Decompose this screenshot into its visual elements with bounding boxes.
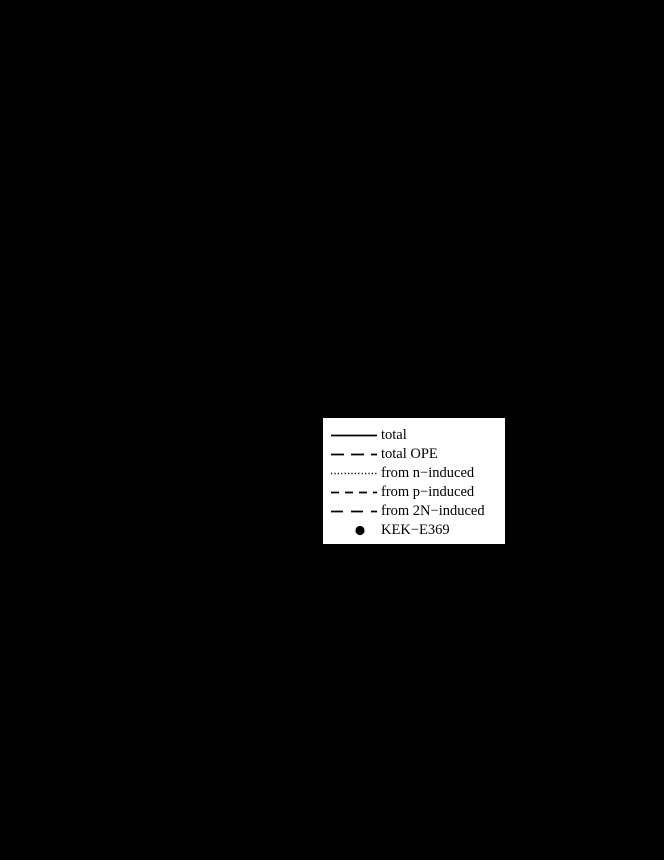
long-dash-line-icon [329, 502, 379, 521]
legend-swatch-long-dash-line [323, 445, 381, 464]
legend-label-from-2n-induced: from 2N−induced [381, 503, 485, 519]
legend-label-from-n-induced: from n−induced [381, 465, 475, 481]
chart-legend [322, 417, 506, 545]
legend-item-from-p-induced [323, 483, 505, 502]
legend-item-total [323, 426, 505, 445]
legend-swatch-dotted-line [323, 464, 381, 483]
filled-circle-icon [329, 521, 379, 540]
legend-label-total-ope: total OPE [381, 446, 438, 462]
legend-swatch-long-dash-line-2 [323, 502, 381, 521]
legend-label-kek-e369: KEK−E369 [381, 522, 450, 538]
legend-swatch-solid-line [323, 426, 381, 445]
dotted-line-icon [329, 464, 379, 483]
legend-item-from-n-induced [323, 464, 505, 483]
dashed-line-icon [329, 483, 379, 502]
legend-swatch-dashed-line [323, 483, 381, 502]
legend-item-kek-e369 [323, 521, 505, 540]
legend-label-total: total [381, 427, 407, 443]
long-dash-line-icon [329, 445, 379, 464]
legend-label-from-p-induced: from p−induced [381, 484, 475, 500]
legend-item-from-2n-induced [323, 502, 505, 521]
legend-item-total-ope [323, 445, 505, 464]
solid-line-icon [329, 426, 379, 445]
legend-swatch-filled-circle [323, 521, 381, 540]
